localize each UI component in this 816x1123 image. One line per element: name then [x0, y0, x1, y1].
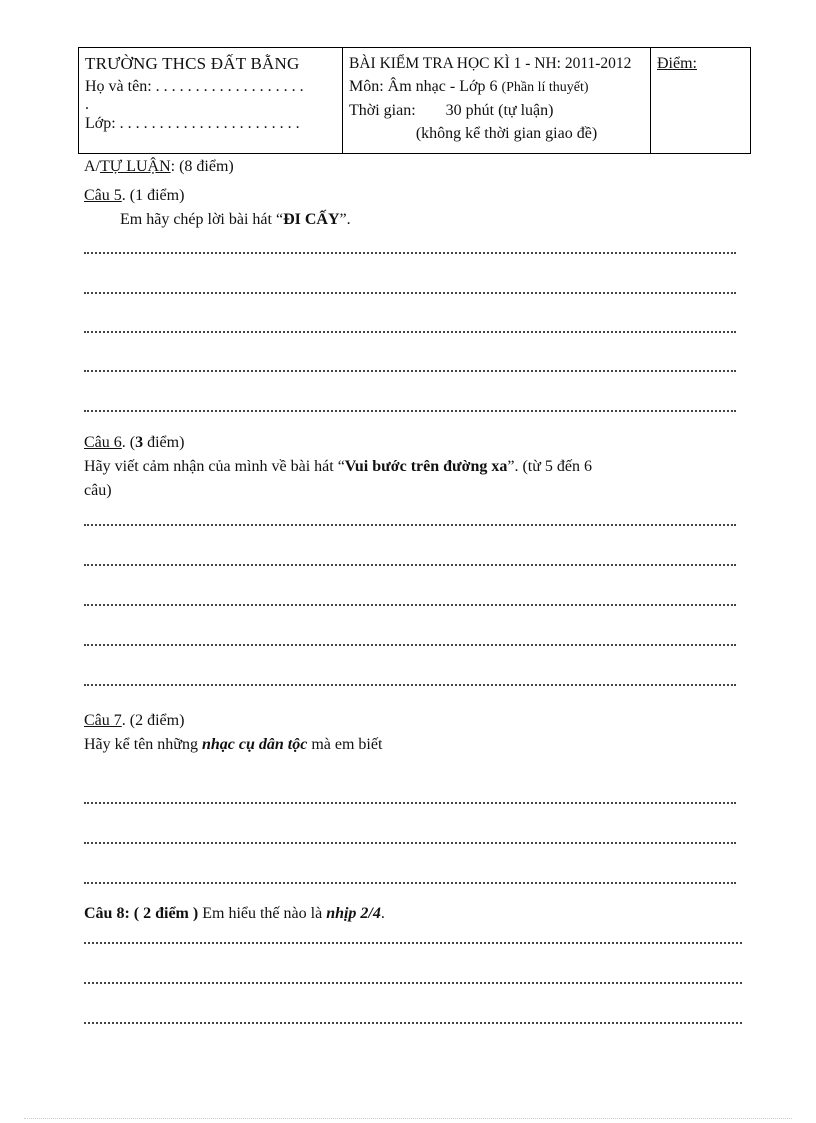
- time-label: Thời gian:: [349, 102, 416, 119]
- question-8-label: Câu 8:: [84, 905, 130, 922]
- answer-line[interactable]: [84, 522, 736, 526]
- answer-line[interactable]: [84, 642, 736, 646]
- question-6-points-number: 3: [135, 434, 144, 451]
- answer-line[interactable]: [84, 408, 736, 412]
- time-note: (không kể thời gian giao đề): [415, 125, 598, 142]
- question-7-prompt-pre: Hãy kể tên những: [84, 736, 202, 753]
- answer-line[interactable]: [84, 250, 736, 254]
- question-7-prompt-post: mà em biết: [307, 736, 383, 753]
- question-8-prompt-post: .: [380, 905, 385, 922]
- section-prefix: A/: [84, 158, 100, 175]
- question-6-points-pre: . (: [121, 434, 136, 451]
- time-line: [349, 99, 644, 122]
- answer-line[interactable]: [84, 840, 736, 844]
- answer-line[interactable]: [84, 602, 736, 606]
- question-8-points: ( 2 điểm ): [129, 905, 203, 922]
- answer-line[interactable]: [84, 562, 736, 566]
- question-5-prompt-post: ”.: [339, 211, 351, 228]
- answer-line[interactable]: [84, 980, 742, 984]
- question-5-points: . (1 điểm): [121, 187, 185, 204]
- time-value: 30 phút (tự luận): [445, 102, 554, 119]
- question-7-title: [84, 709, 734, 733]
- question-6-title: [84, 431, 734, 455]
- subject-text: Môn: Âm nhạc - Lớp 6: [349, 78, 498, 95]
- page-bottom-border: [24, 1118, 792, 1119]
- question-5-title: [84, 184, 734, 208]
- answer-line[interactable]: [84, 800, 736, 804]
- answer-line[interactable]: [84, 290, 736, 294]
- question-8-prompt-pre: Em hiểu thế nào là: [202, 905, 327, 922]
- section-title: [84, 158, 234, 176]
- subject-line: [349, 75, 644, 99]
- question-7-prompt: [84, 733, 734, 757]
- exam-info-cell: [343, 48, 651, 153]
- question-5: [84, 184, 734, 232]
- answer-line[interactable]: [84, 880, 736, 884]
- question-7: [84, 709, 734, 757]
- question-7-keyword: nhạc cụ dân tộc: [201, 736, 308, 753]
- question-7-label: Câu 7: [84, 712, 122, 729]
- answer-line[interactable]: [84, 329, 736, 333]
- question-5-song-title: ĐI CẤY: [283, 211, 340, 228]
- answer-line[interactable]: [84, 368, 736, 372]
- question-6-points-post: điểm): [143, 434, 185, 451]
- question-5-prompt-pre: Em hãy chép lời bài hát “: [120, 211, 284, 228]
- question-8: [84, 902, 734, 926]
- student-class-field[interactable]: Lớp: . . . . . . . . . . . . . . . . . . . . . . .: [85, 115, 300, 132]
- score-label: Điểm:: [657, 55, 697, 72]
- answer-line[interactable]: [84, 940, 742, 944]
- school-name: TRƯỜNG THCS ĐẤT BẰNG: [85, 54, 300, 73]
- score-cell: [651, 48, 750, 153]
- question-8-title: [84, 902, 734, 926]
- question-7-points: . (2 điểm): [121, 712, 185, 729]
- question-6-song-title: Vui bước trên đường xa: [344, 458, 508, 475]
- answer-line[interactable]: [84, 1020, 742, 1024]
- section-points: : (8 điểm): [170, 158, 234, 175]
- question-6-prompt-pre: Hãy viết cảm nhận của mình về bài hát “: [84, 458, 345, 475]
- question-5-label: Câu 5: [84, 187, 122, 204]
- question-6-prompt-post: ”. (từ 5 đến 6: [507, 458, 593, 475]
- student-name-continuation: .: [85, 96, 89, 113]
- answer-line[interactable]: [84, 682, 736, 686]
- question-8-keyword: nhịp 2/4: [326, 905, 381, 922]
- student-name-field[interactable]: Họ và tên: . . . . . . . . . . . . . . . . . . .: [85, 78, 304, 95]
- exam-header-table: [78, 47, 751, 154]
- exam-title: BÀI KIỂM TRA HỌC KÌ 1 - NH: 2011-2012: [349, 55, 632, 72]
- question-6-label: Câu 6: [84, 434, 122, 451]
- question-6: [84, 431, 734, 503]
- section-name: TỰ LUẬN: [100, 158, 171, 175]
- subject-note: (Phần lí thuyết): [501, 80, 589, 95]
- question-6-prompt-line2: câu): [84, 482, 112, 499]
- question-6-prompt: [84, 455, 734, 479]
- student-info-cell: [79, 48, 343, 153]
- question-5-prompt: [84, 208, 734, 232]
